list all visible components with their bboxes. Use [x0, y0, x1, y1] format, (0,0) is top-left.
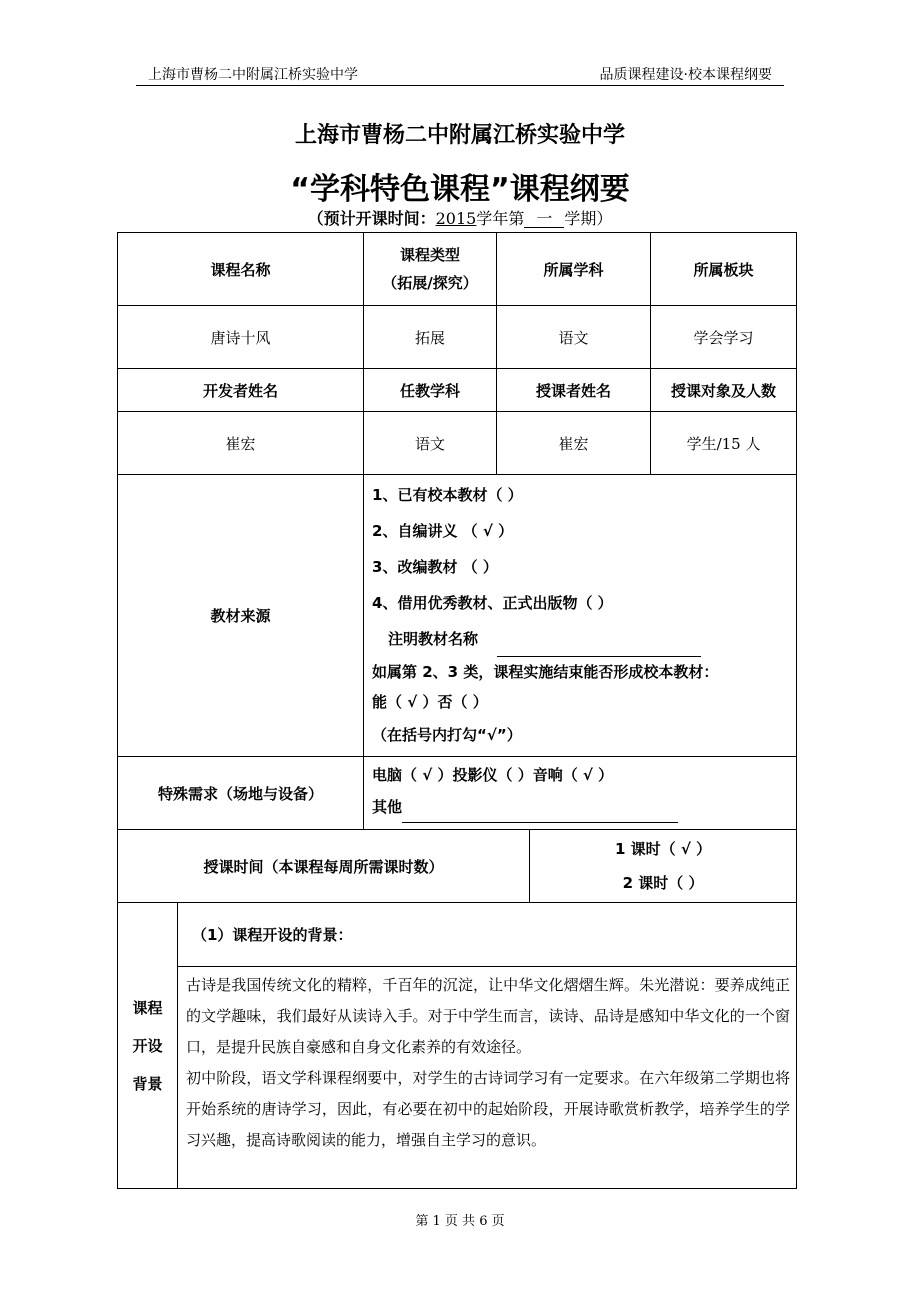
start-year: 2015 — [435, 209, 477, 228]
materials-option-3: 3、改编教材 （ ） — [372, 558, 498, 576]
header-course-type-line1: 课程类型 — [400, 246, 461, 264]
value-course-type: 拓展 — [364, 306, 497, 369]
header-block: 所属板块 — [651, 233, 797, 306]
special-other-label: 其他 — [372, 798, 403, 816]
header-subject: 所属学科 — [497, 233, 651, 306]
header-section-name: 品质课程建设·校本课程纲要 — [599, 67, 772, 83]
header-teach-subject: 任教学科 — [364, 369, 497, 412]
background-paragraph-2: 初中阶段，语文学科课程纲要中，对学生的古诗词学习有一定要求。在六年级第二学期也将开始系统的唐诗学习，因此，有必要在初中的起始阶段，开展诗歌赏析教学，培养学生的学习兴趣，提高诗歌阅读的能力，增强自主学习的意识。 — [186, 1069, 791, 1149]
header-audience: 授课对象及人数 — [651, 369, 797, 412]
school-title: 上海市曹杨二中附属江桥实验中学 — [294, 123, 625, 148]
background-content — [178, 967, 797, 1189]
special-other-blank[interactable] — [402, 800, 678, 823]
value-course-name: 唐诗十风 — [118, 306, 364, 369]
start-time-prefix: （预计开课时间： — [307, 209, 436, 228]
schedule-options — [530, 830, 797, 903]
schedule-option-1: 1 课时（ √ ） — [614, 840, 712, 858]
schedule-label: 授课时间（本课程每周所需课时数） — [118, 830, 530, 903]
header-rule — [136, 85, 784, 86]
materials-note-label: 注明教材名称 — [388, 630, 479, 648]
background-side-1: 课程 — [132, 998, 163, 1017]
value-audience: 学生/15 人 — [651, 412, 797, 475]
header-instructor: 授课者姓名 — [497, 369, 651, 412]
start-term: 一 — [524, 211, 564, 228]
value-teach-subject: 语文 — [364, 412, 497, 475]
materials-note-row — [364, 621, 796, 657]
materials-note-blank[interactable] — [497, 632, 701, 657]
materials-option-4: 4、借用优秀教材、正式出版物（ ） — [372, 594, 613, 612]
special-needs-content — [364, 757, 797, 830]
value-subject: 语文 — [497, 306, 651, 369]
value-developer: 崔宏 — [118, 412, 364, 475]
special-other-row — [364, 791, 796, 823]
background-heading: （1）课程开设的背景： — [178, 903, 797, 967]
materials-options — [364, 475, 797, 757]
materials-question: 如属第 2、3 类，课程实施结束能否形成校本教材： — [372, 663, 719, 681]
header-course-type-line2: （拓展/探究） — [382, 274, 478, 292]
start-end: 学期） — [564, 209, 613, 228]
header-developer: 开发者姓名 — [118, 369, 364, 412]
header-course-name: 课程名称 — [118, 233, 364, 306]
header-course-type — [364, 233, 497, 306]
document-title: “学科特色课程”课程纲要 — [290, 172, 630, 207]
background-side-label — [118, 903, 178, 1189]
special-needs-label: 特殊需求（场地与设备） — [118, 757, 364, 830]
start-mid: 学年第 — [476, 209, 525, 228]
materials-option-1: 1、已有校本教材（ ） — [372, 486, 523, 504]
special-equipment: 电脑（ √ ）投影仪（ ）音响（ √ ） — [372, 766, 614, 784]
background-paragraph-1: 古诗是我国传统文化的精粹，千百年的沉淀，让中华文化熠熠生辉。朱光潜说：要养成纯正的文学趣味，我们最好从读诗入手。对于中学生而言，读诗、品诗是感知中华文化的一个窗口，是提升民族自豪感和自身文化素养的有效途径。 — [186, 976, 791, 1056]
materials-hint: （在括号内打勾“√”） — [372, 726, 522, 744]
background-side-3: 背景 — [132, 1074, 163, 1093]
materials-label: 教材来源 — [118, 475, 364, 757]
materials-option-2: 2、自编讲义 （ √ ） — [372, 522, 514, 540]
value-block: 学会学习 — [651, 306, 797, 369]
value-instructor: 崔宏 — [497, 412, 651, 475]
header-school-name: 上海市曹杨二中附属江桥实验中学 — [148, 67, 358, 83]
page-number: 第 1 页 共 6 页 — [415, 1214, 505, 1229]
schedule-option-2: 2 课时（ ） — [622, 874, 704, 892]
course-outline-table — [117, 232, 797, 1189]
background-side-2: 开设 — [132, 1036, 163, 1055]
course-start-time — [0, 206, 920, 229]
materials-answer: 能（ √ ）否（ ） — [372, 693, 488, 711]
